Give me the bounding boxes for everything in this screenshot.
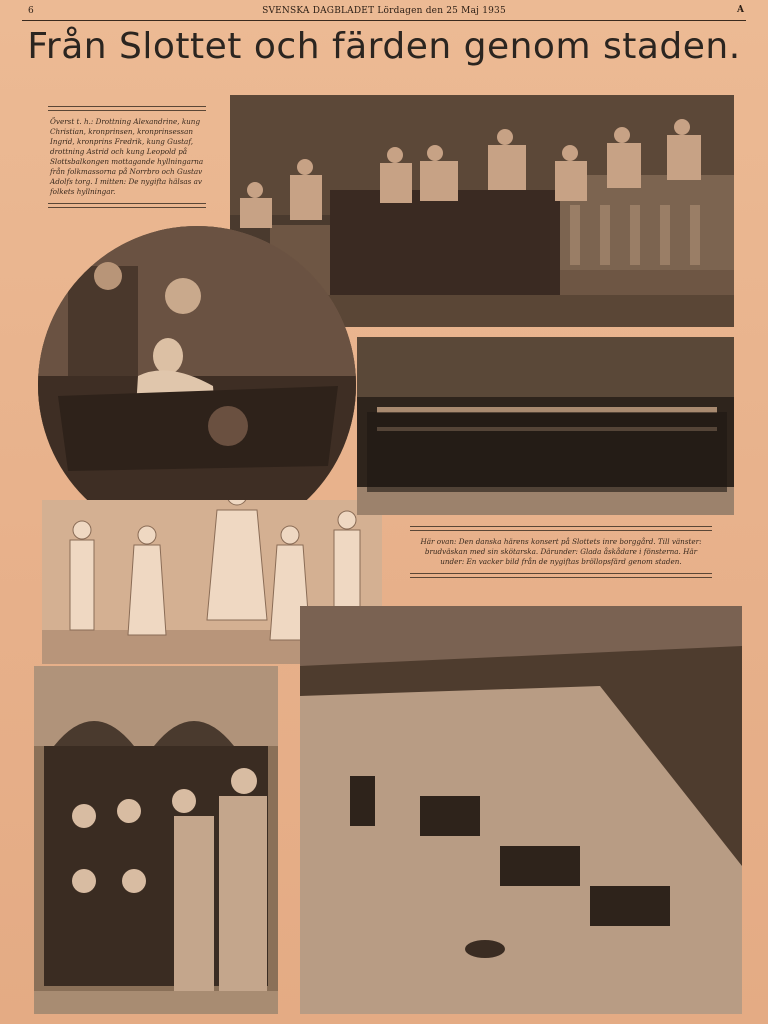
page-number: 6 [28, 6, 34, 16]
caption-rule [48, 106, 206, 111]
caption-top-left [48, 104, 206, 210]
masthead-title: SVENSKA DAGBLADET Lördagen den 25 Maj 1935 [262, 6, 506, 16]
photo-procession [300, 606, 742, 1014]
caption-rule [48, 203, 206, 208]
caption-text: Här ovan: Den danska härens konsert på Slottets inre borggård. Till vänster: brudväskan med sin skötarska. Därunder: Glada åskådare i fönsterna. Här under: En vacker bild från de nygiftas bröllopsfärd genom staden. [420, 537, 702, 566]
photo-concert-courtyard [357, 337, 734, 515]
masthead [22, 4, 746, 21]
caption-text: Överst t. h.: Drottning Alexandrine, kung Christian, kronprinsen, kronprinsessan Ingrid, kronprins Fredrik, kung Gustaf, drottning Astrid och kung Leopold på Slottsbalkongen mottagande hyllningarna från folkmassorna på Norrbro och Gustav Adolfs torg. I mitten: De nygifta hälsas av folkets hyllningar. [50, 117, 204, 196]
caption-rule [410, 573, 712, 578]
photo-window-spectators [34, 666, 278, 1014]
caption-middle-right [410, 524, 712, 580]
page-headline: Från Slottet och färden genom staden. [27, 26, 741, 67]
photo-carriage-circle [38, 226, 356, 544]
edition-letter: A [737, 5, 744, 15]
caption-rule [410, 526, 712, 531]
